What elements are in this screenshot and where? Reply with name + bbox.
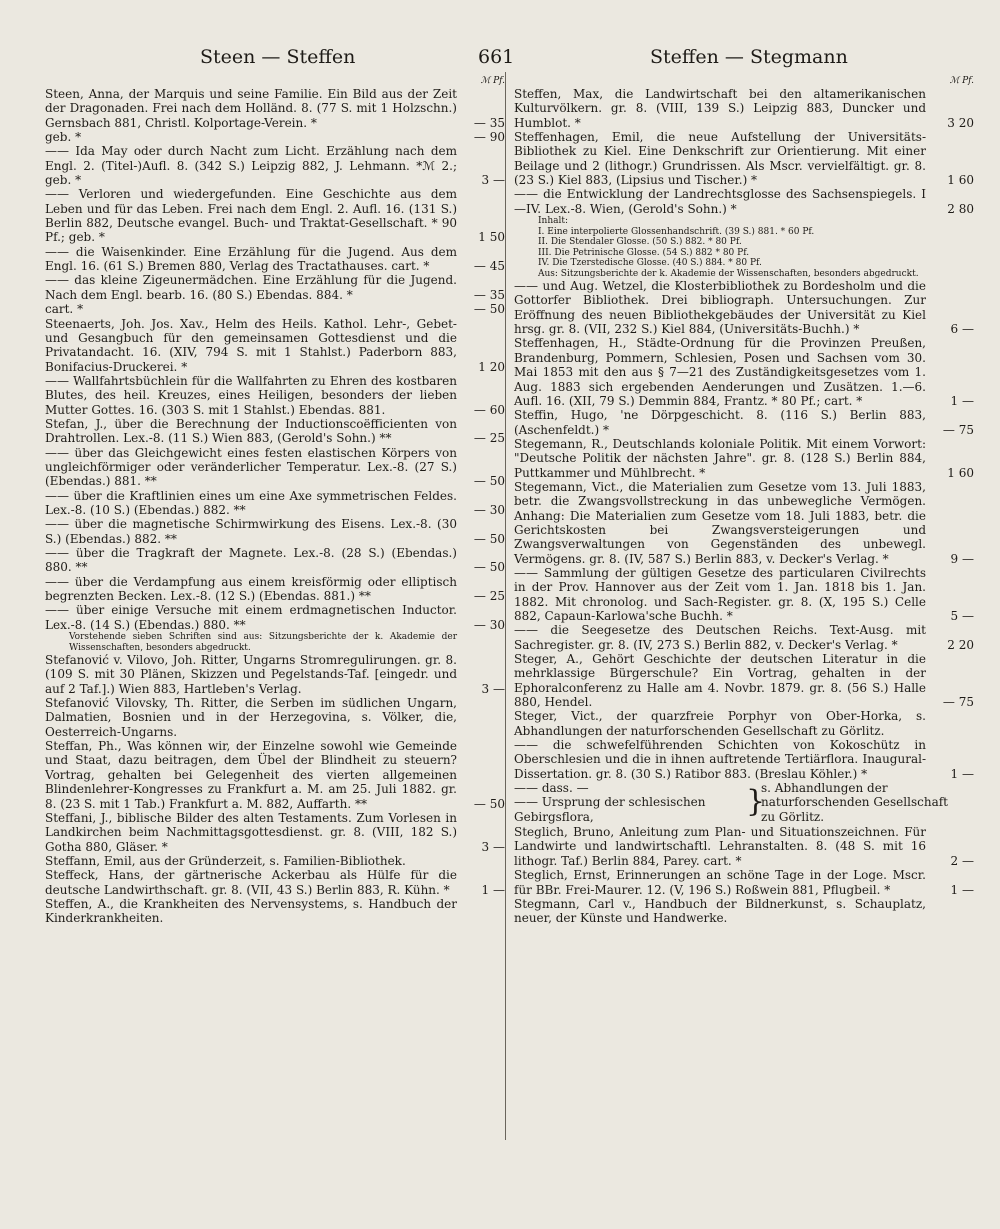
entry-text: Stegemann, R., Deutschlands koloniale Politik. Mit einem Vorwort: "Deutsche Politik der nächsten Jahre". gr. 8. (128 S.) Berlin 884, Puttkammer und Mühlbrecht. * [514, 436, 926, 480]
entry-text: Stefanović v. Vilovo, Joh. Ritter, Ungarns Stromregulirungen. gr. 8. (109 S. mit 30 Plänen, Skizzen und Pegelstands-Taf. [eingedr. und auf 2 Taf.].) Wien 883, Hartleben's Verlag. [45, 653, 457, 696]
entry-text: Steffen, Max, die Landwirtschaft bei den altamerikanischen Kulturvölkern. gr. 8. (VIII, 139 S.) Leipzig 883, Duncker und Humblot. * [514, 87, 926, 130]
entry-note: Vorstehende sieben Schriften sind aus: Sitzungsberichte der k. Akademie der Wissenschaften, besonders abgedruckt. [69, 632, 457, 653]
catalog-entry [45, 739, 505, 811]
entry-price: 9 — [950, 551, 974, 566]
entry-text: —— über das Gleichgewicht eines festen elastischen Körpers von ungleichförmiger oder veränderlicher Temperatur. Lex.-8. (27 S.) (Ebendas.) 881. ** [45, 445, 457, 489]
entry-price: 1 — [950, 393, 974, 408]
entry-text: —— die Waisenkinder. Eine Erzählung für die Jugend. Aus dem Engl. 16. (61 S.) Bremen 880, Verlag des Tractathauses. cart. * [45, 244, 457, 274]
entry-note: II. Die Stendaler Glosse. (50 S.) 882. * 80 Pf. [538, 237, 742, 248]
entry-price: 5 — [950, 609, 974, 623]
entry-price: — 25 [473, 431, 505, 446]
price-column-header: ℳ Pf. [480, 76, 505, 86]
entry-text: Steffeck, Hans, der gärtnerische Ackerbau als Hülfe für die deutsche Landwirthschaft. gr. 8. (VII, 43 S.) Berlin 883, R. Kühn. * [45, 868, 457, 897]
entry-price: 6 — [950, 322, 974, 337]
entry-text: Steger, Vict., der quarzfreie Porphyr von Ober-Horka, s. Abhandlungen der naturforschenden Gesellschaft zu Görlitz. [514, 709, 926, 738]
entry-price: 2 20 [947, 637, 974, 652]
entry-price: 1 50 [478, 230, 505, 245]
entry-text: cart. * [45, 302, 84, 317]
catalog-entry [514, 130, 974, 187]
catalog-entry [45, 317, 505, 374]
catalog-entry [514, 437, 974, 480]
catalog-entry [45, 854, 505, 868]
entry-price: 1 60 [947, 173, 974, 188]
entry-price: — 50 [473, 474, 505, 489]
entry-price: — 60 [473, 402, 505, 417]
entry-text: Stegmann, Carl v., Handbuch der Bildnerkunst, s. Schauplatz, neuer, der Künste und Handwerke. [514, 896, 926, 926]
entry-note: Inhalt: [538, 216, 569, 227]
entry-text: Steffani, J., biblische Bilder des alten Testaments. Zum Vorlesen in Landkirchen beim Nachmittagsgottesdienst. gr. 8. (VIII, 182 S.) Gotha 880, Gläser. * [45, 810, 457, 854]
entry-text: Stefanović Vilovsky, Th. Ritter, die Serben im südlichen Ungarn, Dalmatien, Bosnien und in der Herzegovina, s. Völker, die, Oesterreich-Ungarns. [45, 696, 457, 739]
entry-text: Steen, Anna, der Marquis und seine Familie. Ein Bild aus der Zeit der Dragonaden. Frei nach dem Holländ. 8. (77 S. mit 1 Holzschn.) Gernsbach 881, Christl. Kolportage-Verein. * [45, 87, 457, 130]
catalog-entry [45, 187, 505, 244]
catalog-entry [45, 653, 505, 696]
running-head-left: Steen — Steffen [200, 46, 356, 68]
entry-price: — 50 [473, 560, 505, 575]
catalog-entry [45, 87, 505, 130]
entry-text: Steffann, Emil, aus der Gründerzeit, s. Familien-Bibliothek. [45, 853, 406, 868]
left-column [45, 74, 505, 926]
entry-text: —— die Entwicklung der Landrechtsglosse des Sachsenspiegels. I—IV. Lex.-8. Wien, (Gerold's Sohn.) * [514, 187, 926, 216]
entry-text: —— Wallfahrtsbüchlein für die Wallfahrten zu Ehren des kostbaren Blutes, des heil. Kreuzes, eines Heiligen, besonders der lieben Mutter Gottes. 16. (303 S. mit 1 Stahlst.) Ebendas. 881. [45, 373, 457, 417]
catalog-entry [45, 144, 505, 187]
catalog-entry [514, 825, 974, 868]
column-divider [505, 72, 506, 1140]
catalog-entry [514, 87, 974, 130]
entry-text: —— über die Verdampfung aus einem kreisförmig oder elliptisch begrenzten Becken. Lex.-8. (12 S.) (Ebendas. 881.) ** [45, 574, 457, 604]
entry-price: 1 — [950, 766, 974, 781]
catalog-entry [45, 517, 505, 546]
catalog-entry [45, 546, 505, 575]
entry-price: — 30 [473, 502, 505, 517]
entry-note: IV. Die Tzerstedische Glosse. (40 S.) 884. * 80 Pf. [538, 258, 762, 269]
entry-price: 3 20 [947, 115, 974, 130]
entry-price: 3 — [481, 839, 505, 854]
catalog-entry [514, 336, 974, 408]
entry-text: Steenaerts, Joh. Jos. Xav., Helm des Heils. Kathol. Lehr-, Gebet- und Gesangbuch für den gemeinsamen Gottesdienst und die Privatandacht. 16. (XIV, 794 S. mit 1 Stahlst.) Paderborn 883, Bonifacius-Druckerei. * [45, 316, 457, 374]
entry-text: Steglich, Ernst, Erinnerungen an schöne Tage in der Loge. Mscr. für BBr. Frei-Maurer. 12. (V, 196 S.) Roßwein 881, Pflugbeil. * [514, 868, 926, 897]
entry-text: Steffenhagen, Emil, die neue Aufstellung der Universitäts-Bibliothek zu Kiel. Eine Denkschrift zur Orientierung. Mit einer Beilage und 2 (lithogr.) Grundrissen. Als Mscr. vervielfältigt. gr. 8. (23 S.) Kiel 883, (Lipsius und Tischer.) * [514, 130, 926, 188]
entry-text: Steffen, A., die Krankheiten des Nervensystems, s. Handbuch der Kinderkrankheiten. [45, 896, 457, 926]
entry-text: Steffenhagen, H., Städte-Ordnung für die Provinzen Preußen, Brandenburg, Pommern, Schlesien, Posen und Sachsen vom 30. Mai 1853 mit den aus § 7—21 des Zuständigkeitsgesetzes vom 1. Aug. 1883 sich ergebenden Aenderungen und Zusätzen. 1.—6. Aufl. 16. (XII, 79 S.) Demmin 884, Frantz. * 80 Pf.; cart. * [514, 336, 926, 408]
entry-text: Steglich, Bruno, Anleitung zum Plan- und Situationszeichnen. Für Landwirte und landwirtschaftl. Lehranstalten. 8. (48 S. mit 16 lithogr. Taf.) Berlin 884, Parey. cart. * [514, 825, 926, 868]
catalog-entry [45, 273, 505, 302]
catalog-entry [45, 897, 505, 926]
entry-text: Stegemann, Vict., die Materialien zum Gesetze vom 13. Juli 1883, betr. die Zwangsvollstreckung in das unbewegliche Vermögen. Anhang: Die Materialien zum Gesetze vom 18. Juli 1883, betr. die Gerichtskosten bei Zwangsversteigerungen und Zwangsverwaltungen von Gegenständen des unbewegl. Vermögens. gr. 8. (IV, 587 S.) Berlin 883, v. Decker's Verlag. * [514, 479, 926, 566]
catalog-entry [514, 566, 974, 623]
catalog-entry [514, 269, 974, 280]
catalog-entry [514, 652, 974, 709]
catalog-entry [45, 696, 505, 739]
entry-price: 2 — [950, 853, 974, 868]
catalog-entry [45, 811, 505, 854]
entry-price: 3 — [481, 681, 505, 696]
right-column [514, 74, 974, 926]
catalog-entry [45, 489, 505, 518]
entry-text: Steffan, Ph., Was können wir, der Einzelne sowohl wie Gemeinde und Staat, dazu beitragen, dem Übel der Blindheit zu steuern? Vortrag, gehalten bei Gelegenheit des vierten allgemeinen Blindenlehrer-Kongresses zu Frankfurt a. M. am 25. Juli 1882. gr. 8. (23 S. mit 1 Tab.) Frankfurt a. M. 882, Auffarth. ** [45, 739, 457, 811]
entry-text: —— über die magnetische Schirmwirkung des Eisens. Lex.-8. (30 S.) (Ebendas.) 882. ** [45, 517, 457, 546]
entry-price: 2 80 [947, 201, 974, 216]
entry-text: —— die Seegesetze des Deutschen Reichs. Text-Ausg. mit Sachregister. gr. 8. (IV, 273 S.) Berlin 882, v. Decker's Verlag. * [514, 623, 926, 652]
catalog-entry [514, 738, 974, 781]
entry-text: —— Sammlung der gültigen Gesetze des particularen Civilrechts in der Prov. Hannover aus der Zeit vom 1. Jan. 1818 bis 1. Jan. 1882. Mit chronolog. und Sach-Register. gr. 8. (X, 195 S.) Celle 882, Capaun-Karlowa'sche Buchh. * [514, 565, 926, 623]
entry-text: —— das kleine Zigeunermädchen. Eine Erzählung für die Jugend. Nach dem Engl. bearb. 16. (80 S.) Ebendas. 884. * [45, 273, 457, 302]
entry-note: III. Die Petrinische Glosse. (54 S.) 882 * 80 Pf. [538, 247, 750, 258]
bracket-group [514, 781, 974, 825]
entry-note: I. Eine interpolierte Glossenhandschrift. (39 S.) 881. * 60 Pf. [538, 226, 815, 237]
catalog-entry [514, 237, 974, 248]
entry-price: — 50 [473, 302, 505, 317]
entry-text: Stefan, J., über die Berechnung der Inductionscoëfficienten von Drahtrollen. Lex.-8. (11 S.) Wien 883, (Gerold's Sohn.) ** [45, 416, 457, 446]
catalog-entry [45, 130, 505, 144]
entry-price: — 50 [473, 531, 505, 546]
catalog-entry [514, 187, 974, 216]
entry-text: —— Ida May oder durch Nacht zum Licht. Erzählung nach dem Engl. 2. (Titel-)Aufl. 8. (342 S.) Leipzig 882, J. Lehmann. *ℳ 2.; geb. * [45, 144, 457, 188]
catalog-entry [45, 374, 505, 417]
catalog-entry [514, 248, 974, 259]
entry-price: — 25 [473, 589, 505, 604]
entry-price: 1 60 [947, 465, 974, 480]
price-column-header: ℳ Pf. [949, 76, 974, 86]
entry-note: Aus: Sitzungsberichte der k. Akademie der Wissenschaften, besonders abgedruckt. [538, 268, 919, 279]
catalog-entry [514, 623, 974, 652]
entry-text: —— und Aug. Wetzel, die Klosterbibliothek zu Bordesholm und die Gottorfer Bibliothek. Drei bibliograph. Untersuchungen. Zur Eröffnung des neuen Bibliothekgebäudes der Universität zu Kiel hrsg. gr. 8. (VII, 232 S.) Kiel 884, (Universitäts-Buchh.) * [514, 279, 926, 337]
entry-price: 1 — [481, 882, 505, 897]
page-number: 661 [478, 46, 515, 68]
entry-text: Steffin, Hugo, 'ne Dörpgeschicht. 8. (116 S.) Berlin 883, (Aschenfeldt.) * [514, 408, 926, 437]
curly-brace: } [746, 784, 766, 820]
entry-text: geb. * [45, 130, 82, 145]
bracket-entry: —— dass. — [514, 781, 589, 796]
entry-text: —— über die Kraftlinien eines um eine Axe symmetrischen Feldes. Lex.-8. (10 S.) (Ebendas.) 882. ** [45, 488, 457, 517]
bracket-entry: —— Ursprung der schlesischen Gebirgsflora, [514, 795, 706, 824]
entry-text: —— über einige Versuche mit einem erdmagnetischen Inductor. Lex.-8. (14 S.) (Ebendas.) 880. ** [45, 603, 457, 632]
catalog-entry [45, 446, 505, 489]
catalog-entry [514, 480, 974, 566]
entry-text: —— Verloren und wiedergefunden. Eine Geschichte aus dem Leben und für das Leben. Frei nach dem Engl. 2. Aufl. 16. (131 S.) Berlin 882, Deutsche evangel. Buch- und Traktat-Gesellschaft. * 90 Pf.; geb. * [45, 187, 457, 245]
entry-price: — 35 [473, 287, 505, 302]
catalog-entry [45, 632, 505, 653]
catalog-entry [514, 709, 974, 738]
entry-price: — 30 [473, 617, 505, 632]
catalog-entry [45, 575, 505, 604]
entry-price: — 75 [942, 422, 974, 437]
entry-text: —— über die Tragkraft der Magnete. Lex.-8. (28 S.) (Ebendas.) 880. ** [45, 546, 457, 575]
catalog-entry [45, 245, 505, 274]
catalog-entry [514, 868, 974, 897]
entry-price: 1 — [950, 882, 974, 897]
entry-price: — 90 [473, 130, 505, 145]
catalog-entry [45, 603, 505, 632]
catalog-entry [514, 279, 974, 336]
bracket-reference: s. Abhandlungen der naturforschenden Gesellschaft zu Görlitz. [761, 781, 948, 824]
entry-price: 1 20 [478, 359, 505, 374]
entry-price: — 35 [473, 115, 505, 130]
running-head-right: Steffen — Stegmann [650, 46, 848, 68]
catalog-entry [514, 216, 974, 227]
entry-price: — 75 [942, 695, 974, 710]
catalog-entry [514, 408, 974, 437]
catalog-entry [45, 417, 505, 446]
entry-price: — 50 [473, 796, 505, 811]
catalog-entry [514, 258, 974, 269]
entry-price: 3 — [481, 173, 505, 188]
entry-text: —— die schwefelführenden Schichten von Kokoschütz in Oberschlesien und die in ihnen auftretende Tertiärflora. Inaugural-Dissertation. gr. 8. (30 S.) Ratibor 883. (Breslau Köhler.) * [514, 738, 926, 781]
catalog-entry [45, 302, 505, 316]
entry-text: Steger, A., Gehört Geschichte der deutschen Literatur in die mehrklassige Bürgerschule? Ein Vortrag, gehalten in der Ephoralconferenz zu Halle am 4. Novbr. 1879. gr. 8. (56 S.) Halle 880, Hendel. [514, 652, 926, 710]
catalog-entry [514, 897, 974, 926]
catalog-entry [45, 868, 505, 897]
entry-price: — 45 [473, 259, 505, 274]
catalog-entry [514, 227, 974, 238]
